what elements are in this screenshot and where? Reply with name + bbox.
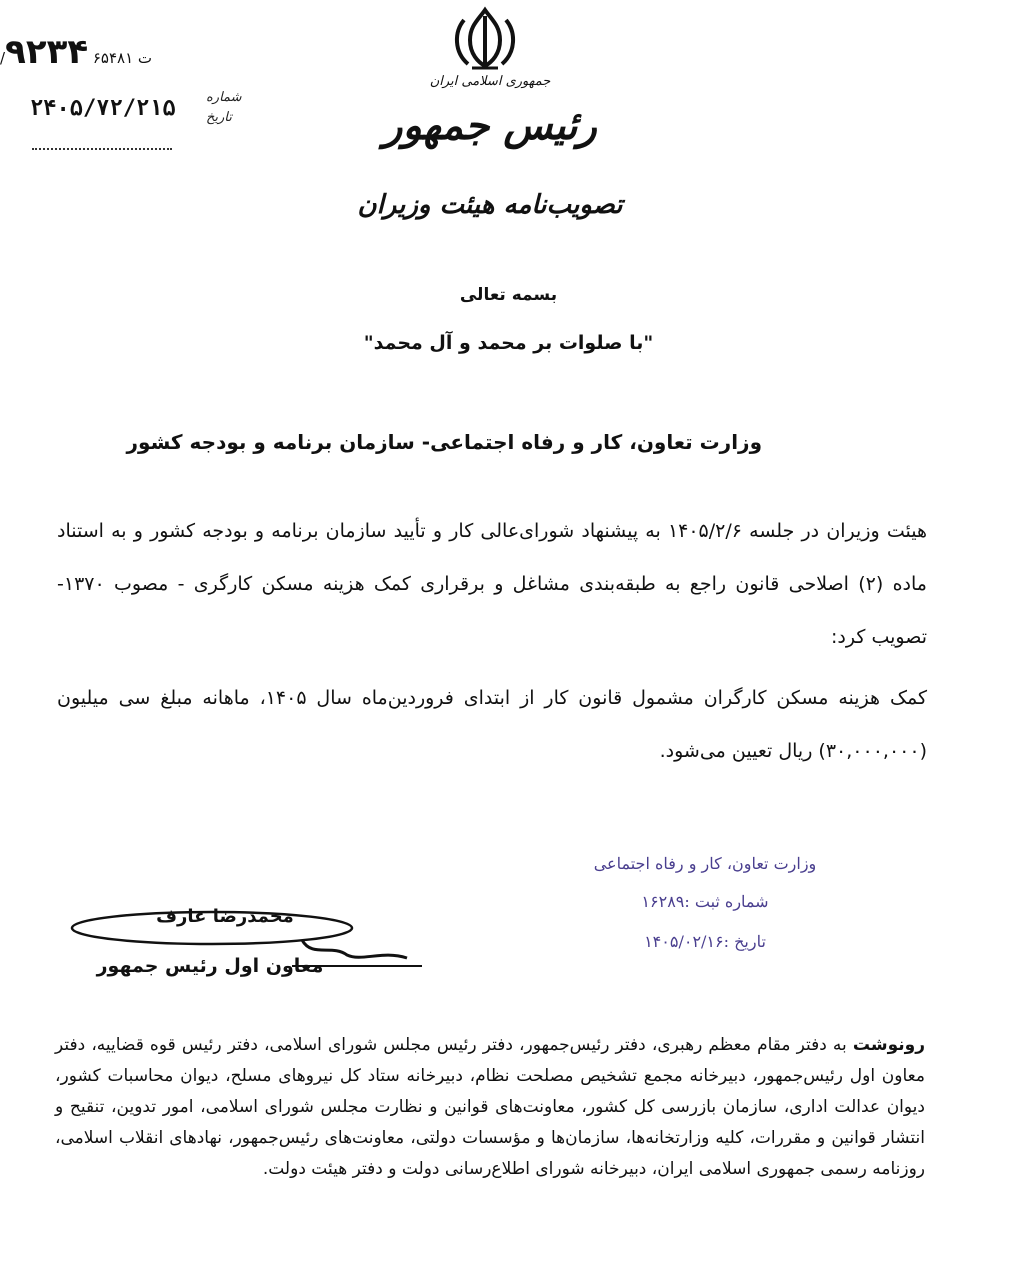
copies-section [55,1030,925,1185]
copies-text: به دفتر مقام معظم رهبری، دفتر رئیس‌جمهور، دفتر رئیس مجلس شورای اسلامی، دفتر رئیس قوه قضاییه، دفتر معاون اول رئیس‌جمهور، دبیرخانه مجمع تشخیص مصلحت نظام، دبیرخانه ستاد کل نیروهای مسلح، دیوان محاسبات کشور، دیوان عدالت اداری، سازمان بازرسی کل کشور، معاونت‌های قوانین و نظارت مجلس شورای اسلامی، امور تدوین، تنقیح و انتشار قوانین و مقررات، کلیه وزارتخانه‌ها، سازمان‌ها و مؤسسات دولتی، معاونت‌های رئیس‌جمهور، نهادهای انقلاب اسلامی، روزنامه رسمی جمهوری اسلامی ایران، دبیرخانه شورای اطلاع‌رسانی دولت و دفتر هیئت دولت. [55,1035,925,1179]
office-title: رئیس جمهور [383,102,597,149]
stamp-reg-number: شماره ثبت :۱۶۲۸۹ [641,892,769,911]
registration-number: ۹۲۳۴ [5,32,89,72]
number-label: شماره [206,90,242,105]
document-type: تصویب‌نامه هیئت وزیران [357,190,623,220]
salawat: "با صلوات بر محمد و آل محمد" [363,332,654,354]
date-dotted-line [32,148,172,150]
addressees: وزارت تعاون، کار و رفاه اجتماعی- سازمان برنامه و بودجه کشور [126,430,762,454]
number-row [30,90,242,125]
signatory-name: محمدرضا عارف [156,906,294,927]
reference-number [0,32,170,72]
body-paragraph-2: کمک هزینه مسکن کارگران مشمول قانون کار از ابتدای فروردین‌ماه سال ۱۴۰۵، ماهانه مبلغ سی میلیون (۳۰,۰۰۰,۰۰۰) ریال تعیین می‌شود. [57,687,927,762]
date-label: تاریخ [206,110,232,125]
iran-emblem-icon [450,6,520,72]
country-line: جمهوری اسلامی ایران [429,74,551,89]
body-paragraph-1: هیئت وزیران در جلسه ۱۴۰۵/۲/۶ به پیشنهاد شورای‌عالی کار و تأیید سازمان برنامه و بودجه کشور و به استناد ماده (۲) اصلاحی قانون راجع به طبقه‌بندی مشاغل و برقراری کمک هزینه مسکن کارگری - مصوب ۱۳۷۰- تصویب کرد: [57,520,927,648]
ref-prefix: /ت ۶۵۴۸۱ [0,49,153,67]
bismillah: بسمه تعالی [459,285,558,305]
number-value: ۲۴۰۵/۷۲/۲۱۵ [30,96,176,121]
signatory-title: معاون اول رئیس جمهور [96,955,324,977]
stamp-date: تاریخ :۱۴۰۵/۰۲/۱۶ [644,932,766,951]
stamp-org: وزارت تعاون، کار و رفاه اجتماعی [593,854,817,873]
copies-lead: رونوشت [852,1035,925,1055]
